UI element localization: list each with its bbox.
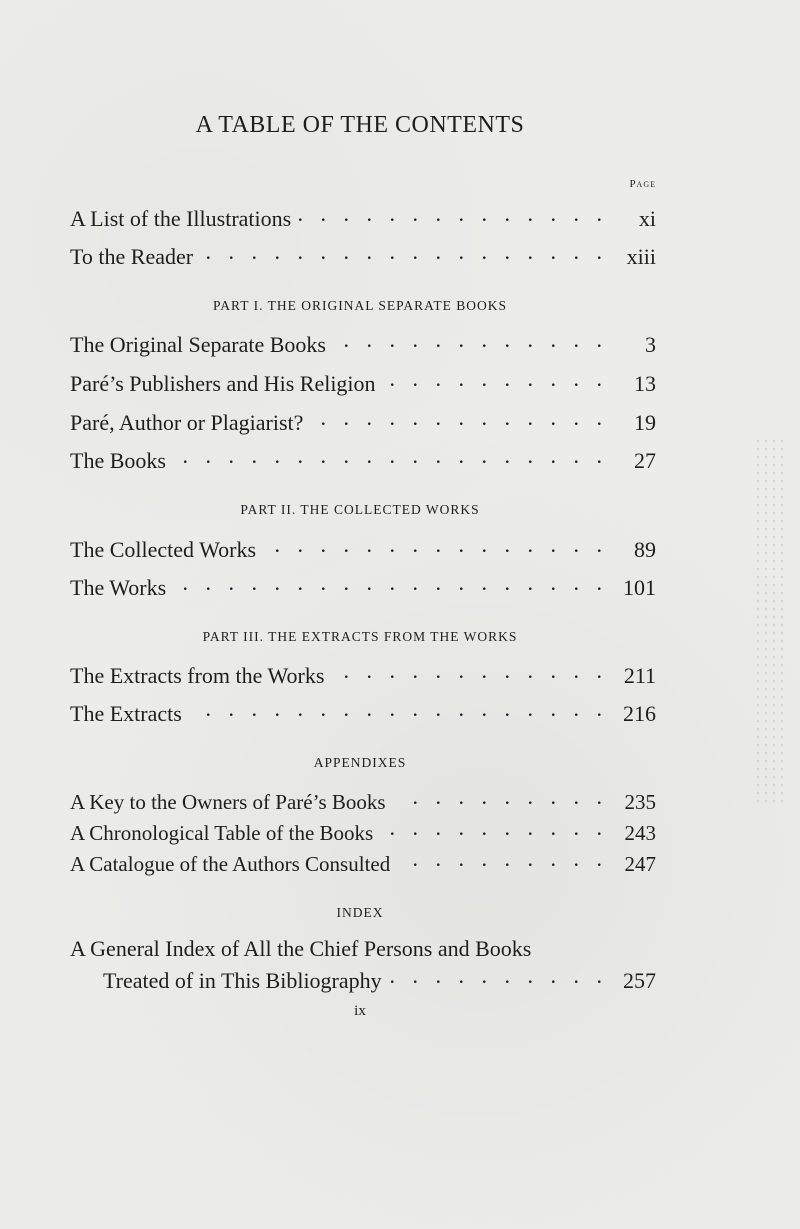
toc-entry-page: 235 [624,790,656,814]
toc-entry [70,446,656,473]
toc-entry-page: 216 [623,701,656,726]
section-heading-part-1: PART I. THE ORIGINAL SEPARATE BOOKS [213,298,507,313]
toc-entry [70,573,656,600]
toc-entry-title: The Extracts from the Works [70,663,325,688]
toc-entry-page: 27 [634,448,656,473]
toc-entry [70,699,656,726]
dot-leader [332,661,608,683]
toc-entry [70,330,656,357]
toc-entry-page: xiii [626,244,656,269]
toc-entry [70,849,656,876]
dot-leader [381,818,608,840]
toc-entry-page: 13 [634,371,656,396]
toc-entry-index-line-2 [103,966,656,993]
dot-leader [190,699,608,721]
page-title: A TABLE OF THE CONTENTS [195,112,525,138]
toc-entry [70,818,656,845]
dot-leader [398,849,608,871]
toc-entry-page: 257 [623,968,656,993]
dot-leader [390,966,608,988]
toc-entry-page: 89 [634,537,656,562]
section-heading-part-2: PART II. THE COLLECTED WORKS [240,502,480,517]
section-heading-part-3: PART III. THE EXTRACTS FROM THE WORKS [202,629,518,644]
toc-entry-title: A List of the Illustrations [70,206,292,231]
toc-entry-title: The Extracts [70,701,182,726]
dot-leader [299,204,608,226]
dot-leader [394,787,608,809]
toc-entry-title: The Collected Works [70,537,257,562]
toc-entry [70,408,656,435]
toc-entry-title: A Chronological Table of the Books [70,821,374,845]
dot-leader [174,573,608,595]
dot-leader [201,242,608,264]
toc-entry-page: 3 [645,332,656,357]
toc-entry-title: A Key to the Owners of Paré’s Books [70,790,386,814]
toc-entry-title: The Original Separate Books [70,332,326,357]
dot-leader [311,408,608,430]
section-heading-appendixes: APPENDIXES [313,755,407,770]
dot-leader [174,446,608,468]
toc-entry-title: A Catalogue of the Authors Consulted [70,852,391,876]
toc-entry-title: Treated of in This Bibliography [103,968,382,993]
toc-entry [70,369,656,396]
page-column-label: Page [629,178,656,190]
section-heading-index: INDEX [336,905,384,920]
dot-leader [384,369,608,391]
toc-entry-title: To the Reader [70,244,194,269]
toc-entry [70,535,656,562]
toc-entry-list-of-illustrations [70,204,656,231]
toc-entry-page: xi [638,206,656,231]
dot-leader [264,535,608,557]
toc-entry-title: Paré, Author or Plagiarist? [70,410,304,435]
toc-entry-to-the-reader [70,242,656,269]
dot-pattern-decoration [754,437,788,807]
toc-entry [70,661,656,688]
toc-entry [70,787,656,814]
toc-entry-page: 101 [623,575,656,600]
toc-entry-title: The Books [70,448,166,473]
toc-entry-index-line-1: A General Index of All the Chief Persons and Books [70,936,532,961]
toc-entry-page: 243 [624,821,656,845]
toc-entry-title: The Works [70,575,167,600]
toc-entry-title: Paré’s Publishers and His Religion [70,371,376,396]
toc-entry-page: 247 [624,852,656,876]
toc-entry-page: 211 [623,663,656,688]
page-folio: ix [354,1003,366,1019]
dot-leader [334,330,608,352]
toc-entry-page: 19 [634,410,656,435]
